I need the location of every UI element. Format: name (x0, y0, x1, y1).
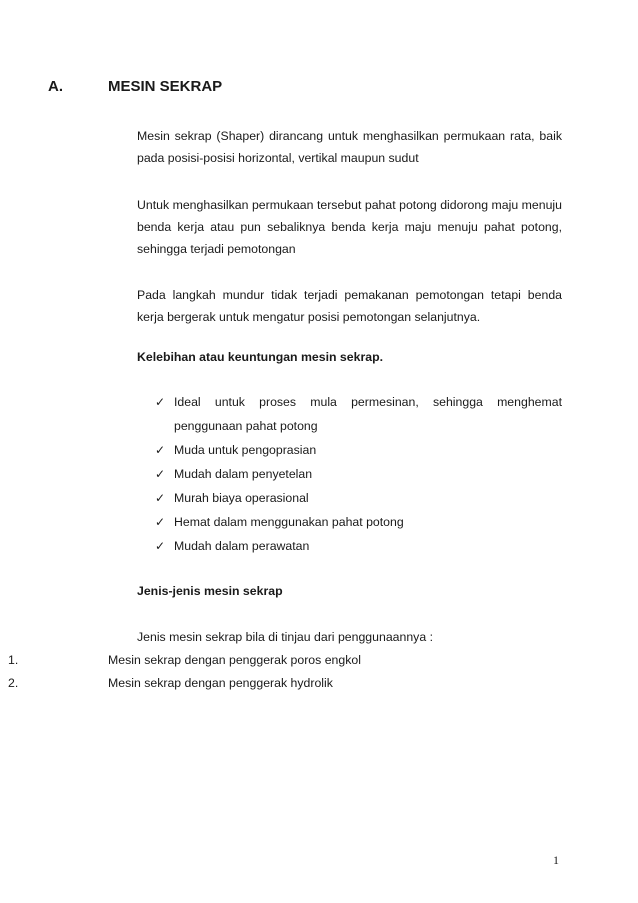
check-icon: ✓ (155, 539, 166, 553)
check-icon: ✓ (155, 491, 166, 505)
section-title: MESIN SEKRAP (108, 78, 223, 95)
paragraph-return-stroke: Pada langkah mundur tidak terjadi pemakanan pemotongan tetapi benda kerja bergerak untuk mengatur posisi pemotongan selanjutnya. (137, 288, 562, 324)
check-icon: ✓ (155, 395, 166, 409)
advantages-list (155, 391, 562, 558)
types-heading: Jenis-jenis mesin sekrap (137, 584, 283, 598)
list-item-text: Mesin sekrap dengan penggerak poros engkol (108, 653, 361, 667)
list-item-text: Muda untuk pengoprasian (174, 443, 317, 457)
check-icon: ✓ (155, 443, 166, 457)
list-item-text: Mesin sekrap dengan penggerak hydrolik (108, 676, 333, 690)
section-letter: A. (48, 78, 63, 95)
list-item (155, 534, 562, 558)
list-number: 2. (8, 676, 19, 690)
types-intro: Jenis mesin sekrap bila di tinjau dari penggunaannya : (137, 630, 433, 644)
check-icon: ✓ (155, 515, 166, 529)
list-item-text: Murah biaya operasional (174, 491, 309, 505)
page-number: 1 (553, 853, 559, 867)
list-item (155, 510, 562, 534)
list-item (155, 486, 562, 510)
paragraph-shaper-definition: Mesin sekrap (Shaper) dirancang untuk menghasilkan permukaan rata, baik pada posisi-posisi horizontal, vertikal maupun sudut (137, 129, 562, 165)
list-item (155, 391, 562, 438)
paragraph-cutting-process: Untuk menghasilkan permukaan tersebut pahat potong didorong maju menuju benda kerja atau pun sebaliknya benda kerja maju menuju pahat potong, sehingga terjadi pemotongan (137, 198, 562, 256)
list-item-text: Hemat dalam menggunakan pahat potong (174, 515, 404, 529)
list-number: 1. (8, 653, 19, 667)
list-item-text: Ideal untuk proses mula permesinan, sehingga menghemat penggunaan pahat potong (174, 395, 562, 433)
list-item-text: Mudah dalam penyetelan (174, 467, 313, 481)
advantages-heading: Kelebihan atau keuntungan mesin sekrap. (137, 350, 384, 364)
list-item (155, 438, 562, 462)
list-item (155, 462, 562, 486)
check-icon: ✓ (155, 467, 166, 481)
list-item-text: Mudah dalam perawatan (174, 539, 310, 553)
